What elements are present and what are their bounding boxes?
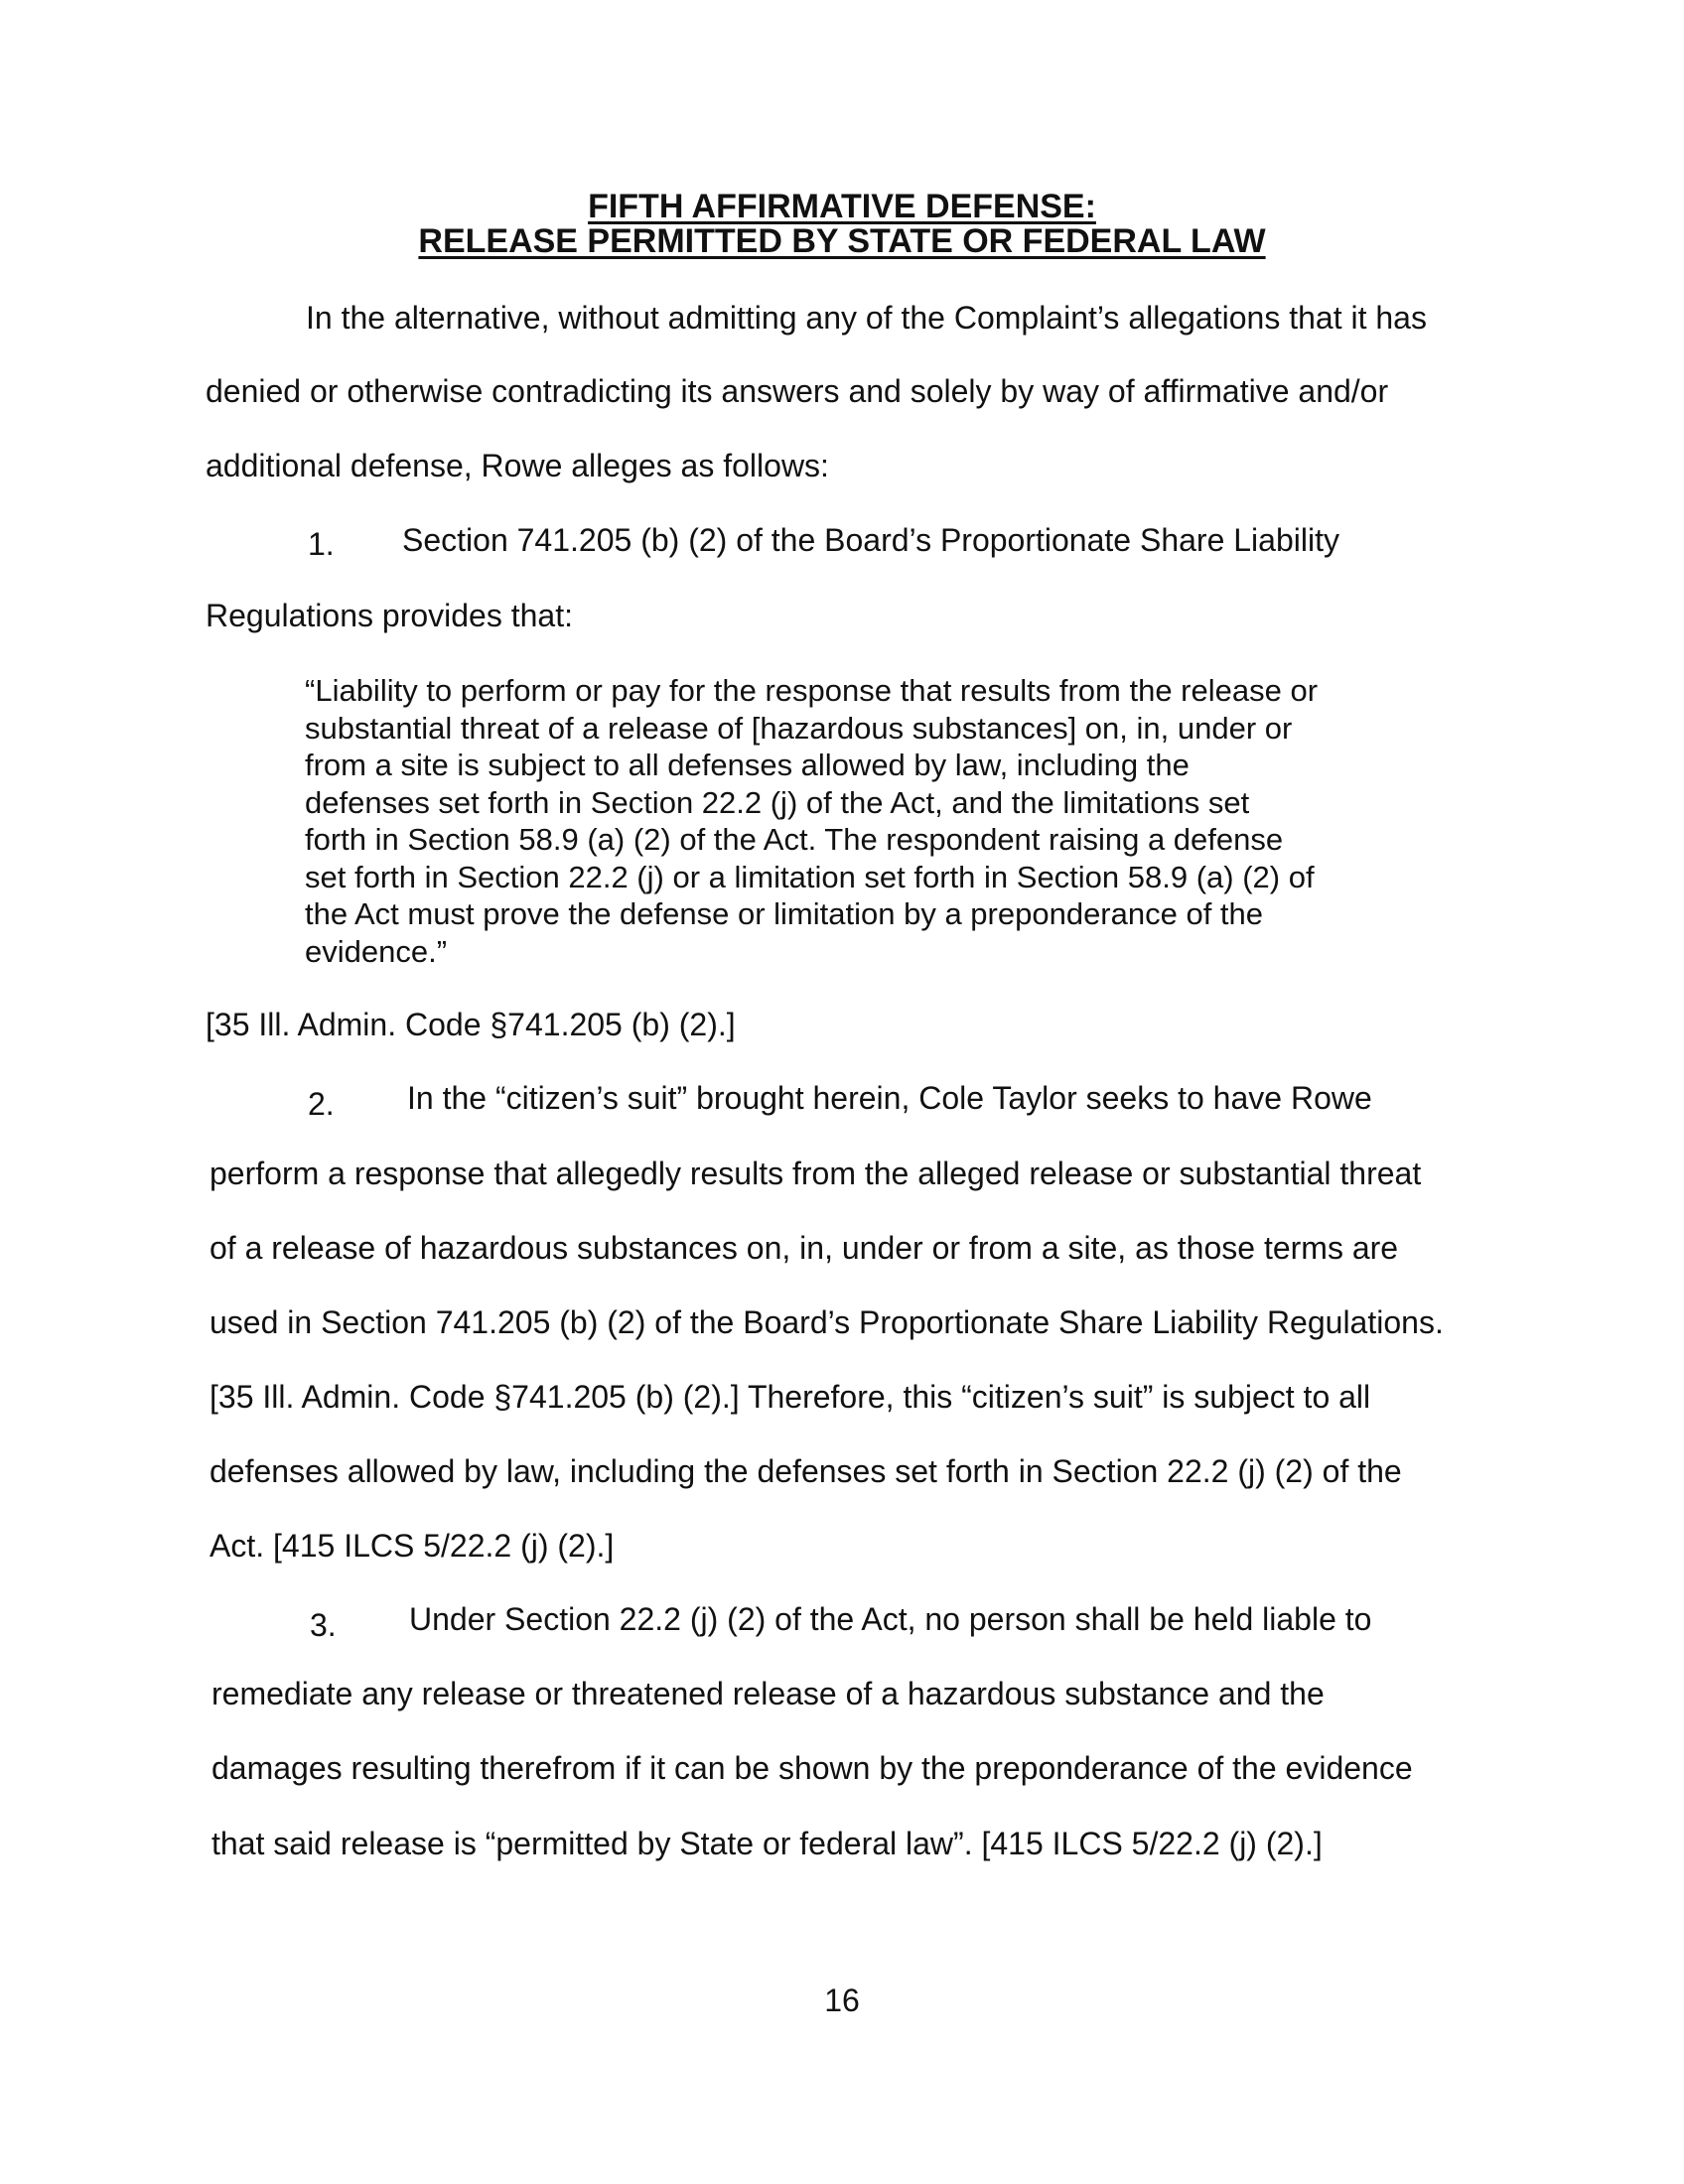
quote-line-4: defenses set forth in Section 22.2 (j) of the Act, and the limitations set: [305, 784, 1250, 820]
para2-line-3: of a release of hazardous substances on, in, under or from a site, as those terms are: [210, 1230, 1399, 1266]
intro-line-1: In the alternative, without admitting any of the Complaint’s allegations that it has: [306, 300, 1427, 336]
para2-line-2: perform a response that allegedly results from the alleged release or substantial threat: [210, 1156, 1422, 1191]
para2-line-6: defenses allowed by law, including the defenses set forth in Section 22.2 (j) (2) of the: [210, 1453, 1402, 1489]
para1-line-1: Section 741.205 (b) (2) of the Board’s Proportionate Share Liability: [402, 522, 1339, 558]
quote-line-2: substantial threat of a release of [hazardous substances] on, in, under or: [305, 710, 1293, 746]
intro-line-2: denied or otherwise contradicting its answers and solely by way of affirmative and/or: [206, 373, 1389, 409]
page-number: 16: [824, 1982, 860, 2018]
para3-line-2: remediate any release or threatened release of a hazardous substance and the: [211, 1676, 1325, 1711]
quote-line-1: “Liability to perform or pay for the response that results from the release or: [305, 673, 1319, 708]
para3-number: 3.: [310, 1607, 337, 1643]
para2-line-1: In the “citizen’s suit” brought herein, Cole Taylor seeks to have Rowe: [407, 1080, 1372, 1116]
para2-line-7: Act. [415 ILCS 5/22.2 (j) (2).]: [210, 1528, 615, 1564]
para1-number: 1.: [308, 526, 335, 562]
para3-line-4: that said release is “permitted by State or federal law”. [415 ILCS 5/22.2 (j) (2).]: [211, 1826, 1323, 1861]
heading-line-2: RELEASE PERMITTED BY STATE OR FEDERAL LAW: [418, 222, 1266, 260]
para1-line-2: Regulations provides that:: [206, 598, 573, 633]
quote-line-3: from a site is subject to all defenses allowed by law, including the: [305, 748, 1190, 782]
block-quote: [305, 672, 1427, 970]
quote-line-5: forth in Section 58.9 (a) (2) of the Act. The respondent raising a defense: [305, 822, 1284, 857]
quote-line-6: set forth in Section 22.2 (j) or a limitation set forth in Section 58.9 (a) (2) of: [305, 859, 1315, 894]
citation-1: [35 Ill. Admin. Code §741.205 (b) (2).]: [206, 1007, 736, 1042]
heading-line-1: FIFTH AFFIRMATIVE DEFENSE:: [588, 188, 1096, 225]
quote-line-7: the Act must prove the defense or limitation by a preponderance of the: [305, 896, 1264, 931]
para2-line-5: [35 Ill. Admin. Code §741.205 (b) (2).] Therefore, this “citizen’s suit” is subject to all: [210, 1379, 1371, 1415]
quote-line-8: evidence.”: [305, 933, 448, 969]
para2-number: 2.: [308, 1086, 335, 1122]
intro-line-3: additional defense, Rowe alleges as follows:: [206, 448, 829, 483]
para3-line-3: damages resulting therefrom if it can be shown by the preponderance of the evidence: [211, 1750, 1413, 1786]
para2-line-4: used in Section 741.205 (b) (2) of the Board’s Proportionate Share Liability Regulations.: [210, 1304, 1444, 1340]
para3-line-1: Under Section 22.2 (j) (2) of the Act, no person shall be held liable to: [409, 1601, 1372, 1637]
